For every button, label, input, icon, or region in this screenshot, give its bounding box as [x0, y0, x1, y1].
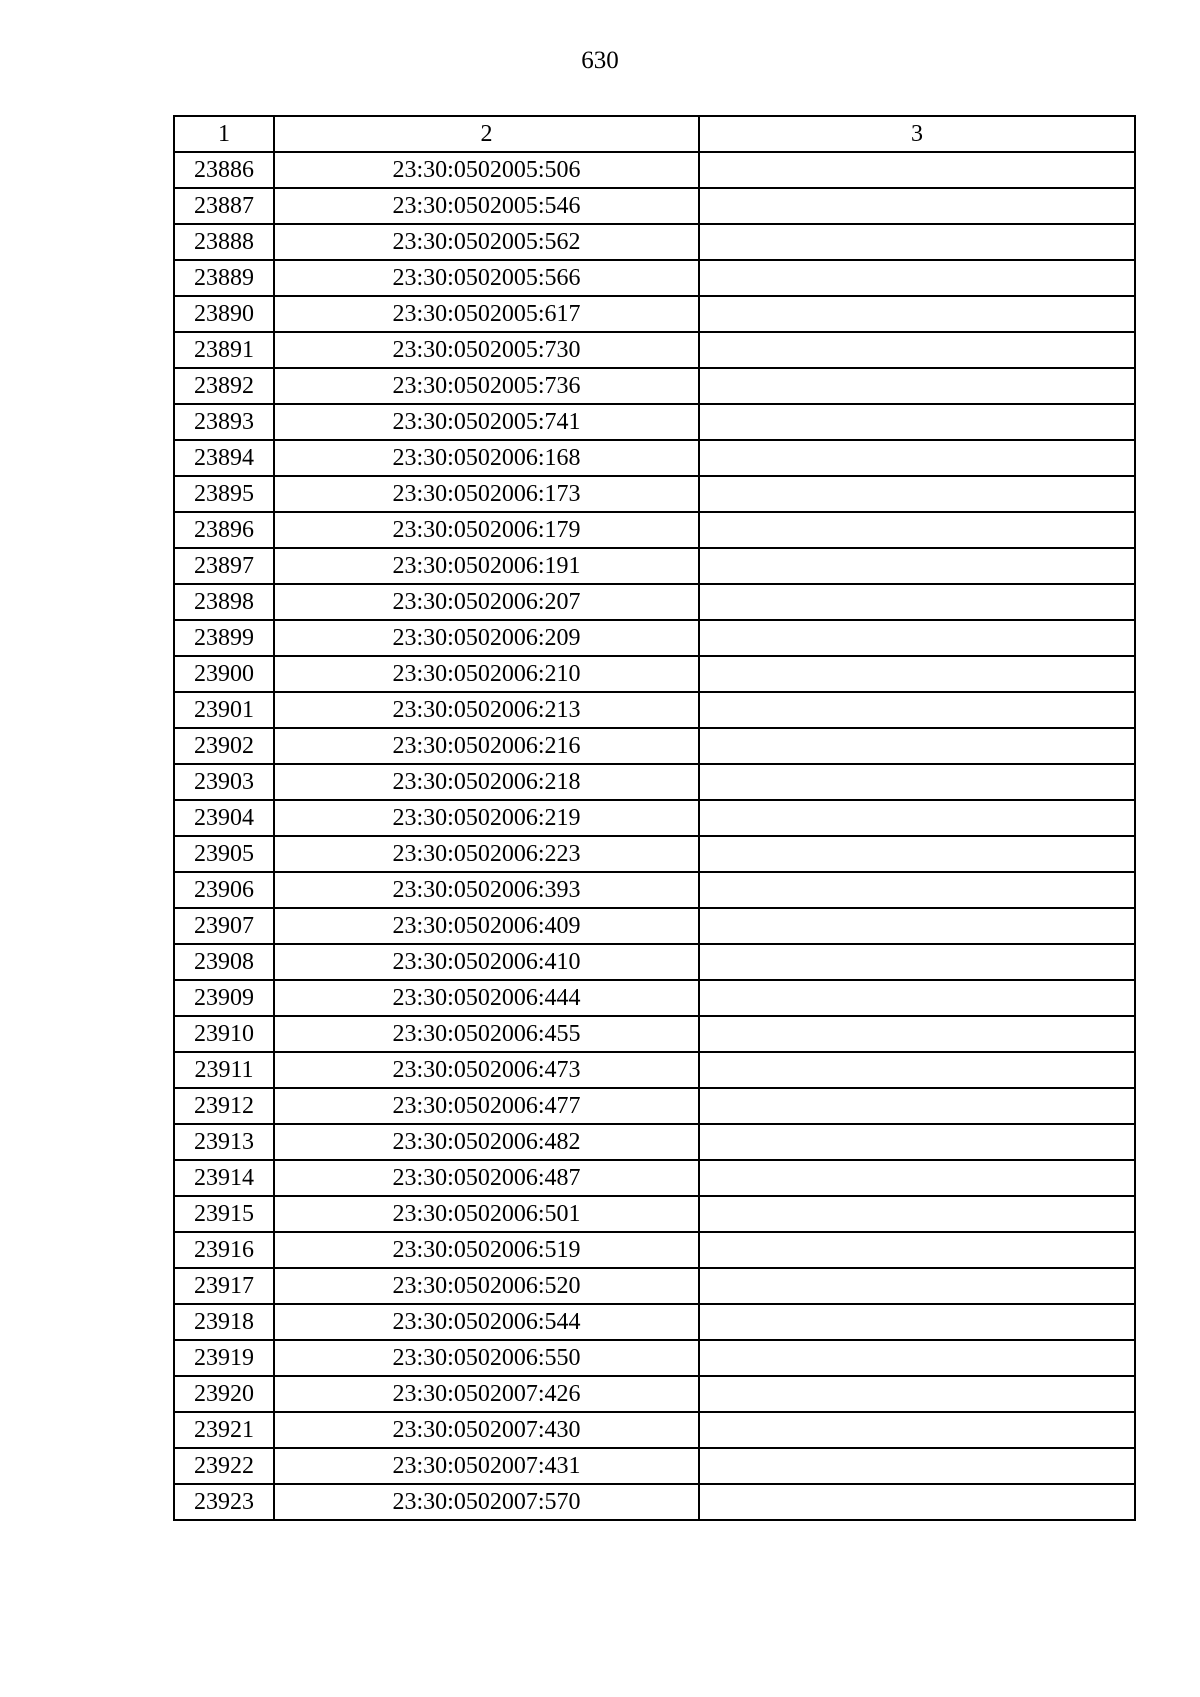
- note-cell: [699, 1052, 1135, 1088]
- note-cell: [699, 944, 1135, 980]
- cadastral-number-cell: 23:30:0502006:218: [274, 764, 699, 800]
- cadastral-number-cell: 23:30:0502006:219: [274, 800, 699, 836]
- note-cell: [699, 1340, 1135, 1376]
- row-number-cell: 23923: [174, 1484, 274, 1520]
- cadastral-number-cell: 23:30:0502005:736: [274, 368, 699, 404]
- table-row: [174, 548, 1135, 584]
- cadastral-number-cell: 23:30:0502007:431: [274, 1448, 699, 1484]
- table-row: [174, 1412, 1135, 1448]
- table-row: [174, 800, 1135, 836]
- table-row: [174, 1232, 1135, 1268]
- table-row: [174, 656, 1135, 692]
- note-cell: [699, 800, 1135, 836]
- table-row: [174, 1448, 1135, 1484]
- table-row: [174, 512, 1135, 548]
- row-number-cell: 23886: [174, 152, 274, 188]
- cadastral-number-cell: 23:30:0502005:617: [274, 296, 699, 332]
- table-row: [174, 728, 1135, 764]
- note-cell: [699, 332, 1135, 368]
- cadastral-number-cell: 23:30:0502007:570: [274, 1484, 699, 1520]
- row-number-cell: 23905: [174, 836, 274, 872]
- row-number-cell: 23892: [174, 368, 274, 404]
- cadastral-number-cell: 23:30:0502005:566: [274, 260, 699, 296]
- note-cell: [699, 548, 1135, 584]
- row-number-cell: 23912: [174, 1088, 274, 1124]
- cadastral-number-cell: 23:30:0502006:477: [274, 1088, 699, 1124]
- table-row: [174, 764, 1135, 800]
- note-cell: [699, 872, 1135, 908]
- table-row: [174, 1196, 1135, 1232]
- cadastral-number-cell: 23:30:0502006:501: [274, 1196, 699, 1232]
- note-cell: [699, 1484, 1135, 1520]
- note-cell: [699, 620, 1135, 656]
- table-row: [174, 296, 1135, 332]
- cadastral-number-cell: 23:30:0502006:168: [274, 440, 699, 476]
- cadastral-number-cell: 23:30:0502005:506: [274, 152, 699, 188]
- cadastral-number-cell: 23:30:0502006:550: [274, 1340, 699, 1376]
- cadastral-number-cell: 23:30:0502006:207: [274, 584, 699, 620]
- row-number-cell: 23913: [174, 1124, 274, 1160]
- note-cell: [699, 224, 1135, 260]
- cadastral-number-cell: 23:30:0502006:520: [274, 1268, 699, 1304]
- table-row: [174, 620, 1135, 656]
- table-row: [174, 224, 1135, 260]
- note-cell: [699, 1304, 1135, 1340]
- table-row: [174, 1088, 1135, 1124]
- table-row: [174, 908, 1135, 944]
- note-cell: [699, 908, 1135, 944]
- table-row: [174, 944, 1135, 980]
- table-row: [174, 332, 1135, 368]
- row-number-cell: 23914: [174, 1160, 274, 1196]
- cadastral-number-cell: 23:30:0502006:473: [274, 1052, 699, 1088]
- table-row: [174, 1304, 1135, 1340]
- row-number-cell: 23920: [174, 1376, 274, 1412]
- row-number-cell: 23889: [174, 260, 274, 296]
- cadastral-number-cell: 23:30:0502007:426: [274, 1376, 699, 1412]
- row-number-cell: 23922: [174, 1448, 274, 1484]
- note-cell: [699, 440, 1135, 476]
- table-row: [174, 872, 1135, 908]
- row-number-cell: 23919: [174, 1340, 274, 1376]
- row-number-cell: 23911: [174, 1052, 274, 1088]
- cadastral-number-cell: 23:30:0502006:544: [274, 1304, 699, 1340]
- row-number-cell: 23921: [174, 1412, 274, 1448]
- table-row: [174, 188, 1135, 224]
- column-header-2: 2: [274, 116, 699, 152]
- table-row: [174, 692, 1135, 728]
- note-cell: [699, 836, 1135, 872]
- table-row: [174, 1052, 1135, 1088]
- row-number-cell: 23896: [174, 512, 274, 548]
- row-number-cell: 23902: [174, 728, 274, 764]
- row-number-cell: 23906: [174, 872, 274, 908]
- column-header-1: 1: [174, 116, 274, 152]
- row-number-cell: 23887: [174, 188, 274, 224]
- row-number-cell: 23915: [174, 1196, 274, 1232]
- note-cell: [699, 1088, 1135, 1124]
- note-cell: [699, 656, 1135, 692]
- table-row: [174, 368, 1135, 404]
- note-cell: [699, 260, 1135, 296]
- note-cell: [699, 1376, 1135, 1412]
- row-number-cell: 23891: [174, 332, 274, 368]
- row-number-cell: 23908: [174, 944, 274, 980]
- row-number-cell: 23888: [174, 224, 274, 260]
- row-number-cell: 23901: [174, 692, 274, 728]
- cadastral-number-cell: 23:30:0502005:546: [274, 188, 699, 224]
- note-cell: [699, 152, 1135, 188]
- row-number-cell: 23894: [174, 440, 274, 476]
- table-row: [174, 1484, 1135, 1520]
- row-number-cell: 23898: [174, 584, 274, 620]
- note-cell: [699, 1124, 1135, 1160]
- page-number: 630: [581, 47, 619, 74]
- table-row: [174, 1340, 1135, 1376]
- row-number-cell: 23890: [174, 296, 274, 332]
- row-number-cell: 23916: [174, 1232, 274, 1268]
- cadastral-number-cell: 23:30:0502006:409: [274, 908, 699, 944]
- note-cell: [699, 1016, 1135, 1052]
- note-cell: [699, 692, 1135, 728]
- note-cell: [699, 368, 1135, 404]
- registry-table: [173, 115, 1136, 1521]
- cadastral-number-cell: 23:30:0502006:519: [274, 1232, 699, 1268]
- cadastral-number-cell: 23:30:0502006:209: [274, 620, 699, 656]
- row-number-cell: 23899: [174, 620, 274, 656]
- table-row: [174, 476, 1135, 512]
- table-row: [174, 152, 1135, 188]
- cadastral-number-cell: 23:30:0502006:482: [274, 1124, 699, 1160]
- note-cell: [699, 1160, 1135, 1196]
- note-cell: [699, 764, 1135, 800]
- note-cell: [699, 512, 1135, 548]
- cadastral-number-cell: 23:30:0502006:173: [274, 476, 699, 512]
- table-row: [174, 260, 1135, 296]
- note-cell: [699, 728, 1135, 764]
- table-row: [174, 440, 1135, 476]
- cadastral-number-cell: 23:30:0502005:730: [274, 332, 699, 368]
- row-number-cell: 23918: [174, 1304, 274, 1340]
- row-number-cell: 23904: [174, 800, 274, 836]
- row-number-cell: 23917: [174, 1268, 274, 1304]
- note-cell: [699, 1196, 1135, 1232]
- cadastral-number-cell: 23:30:0502006:191: [274, 548, 699, 584]
- row-number-cell: 23909: [174, 980, 274, 1016]
- note-cell: [699, 980, 1135, 1016]
- row-number-cell: 23903: [174, 764, 274, 800]
- table-row: [174, 1016, 1135, 1052]
- note-cell: [699, 1412, 1135, 1448]
- cadastral-number-cell: 23:30:0502005:562: [274, 224, 699, 260]
- table-row: [174, 1376, 1135, 1412]
- table-row: [174, 404, 1135, 440]
- cadastral-number-cell: 23:30:0502007:430: [274, 1412, 699, 1448]
- cadastral-number-cell: 23:30:0502006:216: [274, 728, 699, 764]
- note-cell: [699, 296, 1135, 332]
- table-row: [174, 836, 1135, 872]
- cadastral-number-cell: 23:30:0502006:455: [274, 1016, 699, 1052]
- note-cell: [699, 188, 1135, 224]
- row-number-cell: 23900: [174, 656, 274, 692]
- cadastral-number-cell: 23:30:0502006:487: [274, 1160, 699, 1196]
- note-cell: [699, 1268, 1135, 1304]
- note-cell: [699, 1448, 1135, 1484]
- table-row: [174, 584, 1135, 620]
- table-body: [174, 152, 1135, 1520]
- table-row: [174, 1268, 1135, 1304]
- row-number-cell: 23907: [174, 908, 274, 944]
- cadastral-number-cell: 23:30:0502006:179: [274, 512, 699, 548]
- row-number-cell: 23895: [174, 476, 274, 512]
- row-number-cell: 23910: [174, 1016, 274, 1052]
- cadastral-number-cell: 23:30:0502006:393: [274, 872, 699, 908]
- table-row: [174, 980, 1135, 1016]
- cadastral-number-cell: 23:30:0502005:741: [274, 404, 699, 440]
- row-number-cell: 23897: [174, 548, 274, 584]
- table-row: [174, 1124, 1135, 1160]
- note-cell: [699, 404, 1135, 440]
- table-row: [174, 1160, 1135, 1196]
- note-cell: [699, 584, 1135, 620]
- row-number-cell: 23893: [174, 404, 274, 440]
- column-header-3: 3: [699, 116, 1135, 152]
- cadastral-number-cell: 23:30:0502006:444: [274, 980, 699, 1016]
- cadastral-number-cell: 23:30:0502006:410: [274, 944, 699, 980]
- note-cell: [699, 1232, 1135, 1268]
- cadastral-number-cell: 23:30:0502006:223: [274, 836, 699, 872]
- cadastral-number-cell: 23:30:0502006:210: [274, 656, 699, 692]
- cadastral-number-cell: 23:30:0502006:213: [274, 692, 699, 728]
- table-header-row: [174, 116, 1135, 152]
- note-cell: [699, 476, 1135, 512]
